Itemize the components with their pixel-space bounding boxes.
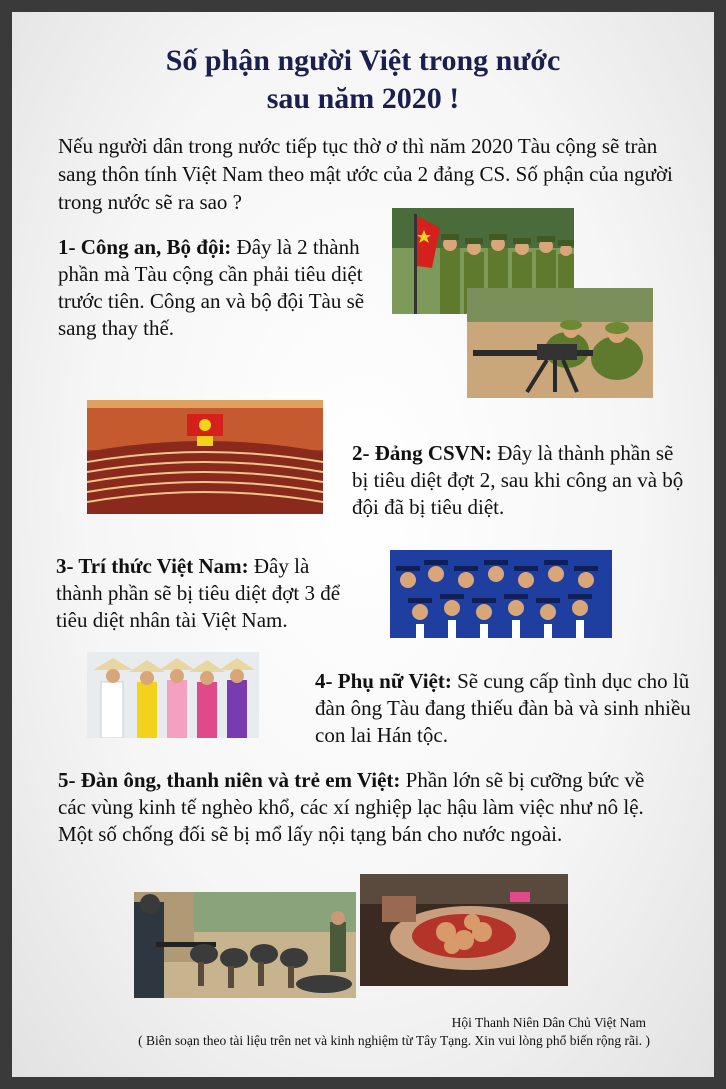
section-5-body: Phần lớn sẽ bị cưỡng bức về các vùng kinh tế nghèo khổ, các xí nghiệp lạc hậu làm việc như nô lệ. Một số chống đối sẽ bị mổ lấy nội tạng bán cho nước ngoài.	[58, 768, 645, 846]
section-3	[56, 553, 356, 634]
page-title	[12, 42, 714, 118]
section-4-heading: 4- Phụ nữ Việt:	[315, 669, 452, 693]
title-line-1: Số phận người Việt trong nước	[165, 44, 561, 77]
title-line-2: sau năm 2020 !	[266, 82, 460, 115]
section-2	[352, 440, 692, 521]
section-5-heading: 5- Đàn ông, thanh niên và trẻ em Việt:	[58, 768, 401, 792]
section-4	[315, 668, 695, 749]
section-5	[58, 767, 658, 848]
section-1-heading: 1- Công an, Bộ đội:	[58, 235, 232, 259]
section-1	[58, 234, 376, 342]
photo-graduates	[390, 550, 612, 638]
intro-paragraph: Nếu người dân trong nước tiếp tục thờ ơ thì năm 2020 Tàu cộng sẽ tràn sang thôn tính Việt Nam theo mật ước của 2 đảng CS. Số phận của người trong nước sẽ ra sao ?	[58, 134, 673, 214]
footer-organization: Hội Thanh Niên Dân Chủ Việt Nam	[451, 1015, 646, 1030]
section-2-body: Đây là thành phần sẽ bị tiêu diệt đợt 2, sau khi công an và bộ đội đã bị tiêu diệt.	[352, 441, 684, 519]
photo-ao-dai-women	[87, 652, 259, 738]
photo-organ-harvesting	[360, 874, 568, 986]
section-2-heading: 2- Đảng CSVN:	[352, 441, 493, 465]
footer-note: ( Biên soạn theo tài liệu trên net và kinh nghiệm từ Tây Tạng. Xin vui lòng phổ biến rộng rãi. )	[138, 1033, 650, 1048]
section-1-body: Đây là 2 thành phần mà Tàu cộng cần phải tiêu diệt trước tiên. Công an và bộ đội Tàu sẽ sang thay thế.	[58, 235, 365, 340]
photo-soldiers-machine-gun	[467, 288, 653, 398]
section-4-body: Sẽ cung cấp tình dục cho lũ đàn ông Tàu đang thiếu đàn bà và sinh nhiều con lai Hán tộc.	[315, 669, 691, 747]
photo-prisoners	[134, 892, 356, 998]
section-3-heading: 3- Trí thức Việt Nam:	[56, 554, 249, 578]
poster	[12, 12, 714, 1077]
photo-party-congress	[87, 400, 323, 514]
section-3-body: Đây là thành phần sẽ bị tiêu diệt đợt 3 để tiêu diệt nhân tài Việt Nam.	[56, 554, 341, 632]
